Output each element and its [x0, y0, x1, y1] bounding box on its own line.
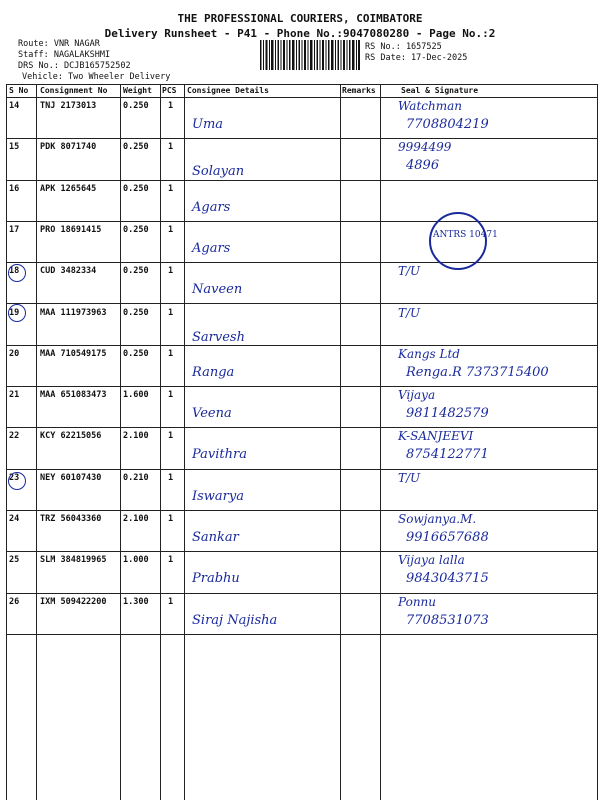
consignee-handwriting: Pavithra: [192, 447, 247, 463]
consignment-number: IXM 509422200: [40, 596, 107, 607]
signature-phone-handwriting: 9843043715: [406, 571, 489, 587]
consignee-handwriting: Uma: [192, 117, 224, 132]
signature-handwriting: T/U: [398, 305, 421, 320]
consignee-handwriting: Ranga: [192, 364, 235, 380]
drs-number: DRS No.: DCJB165752502: [18, 61, 131, 71]
consignment-number: MAA 651083473: [40, 390, 107, 401]
consignee-handwriting: Sarvesh: [192, 329, 245, 345]
pcs-value: 1: [168, 183, 174, 194]
column-header-pcs: PCS: [162, 86, 177, 95]
column-header-sno: S No: [9, 86, 29, 95]
consignee-handwriting: Sankar: [192, 530, 239, 545]
barcode-image: [260, 40, 360, 70]
consignment-number: MAA 710549175: [40, 348, 107, 359]
column-header-consignment: Consignment No: [40, 86, 108, 95]
signature-handwriting: 9994499: [398, 140, 452, 155]
column-header-consignee: Consignee Details: [187, 86, 269, 95]
column-header-seal: Seal & Signature: [401, 86, 479, 95]
rs-number: RS No.: 1657525: [365, 42, 442, 52]
pcs-value: 1: [168, 266, 174, 277]
table-row: [6, 97, 598, 138]
weight-value: 0.250: [123, 266, 149, 277]
row-sno: 16: [9, 183, 20, 194]
consignee-handwriting: Siraj Najisha: [192, 612, 278, 628]
row-sno: 14: [9, 101, 20, 111]
consignment-number: APK 1265645: [40, 183, 97, 194]
weight-value: 1.000: [123, 555, 149, 566]
signature-phone-handwriting: 7708531073: [406, 612, 489, 628]
table-row: [6, 345, 598, 386]
vehicle-label: Vehicle: Two Wheeler Delivery: [22, 72, 171, 82]
signature-handwriting: Kangs Ltd: [398, 346, 460, 361]
pcs-value: 1: [168, 514, 174, 524]
weight-value: 0.250: [123, 101, 149, 111]
row-sno: 19: [9, 307, 20, 318]
signature-handwriting: K-SANJEEVI: [398, 429, 474, 444]
document-subtitle: Delivery Runsheet - P41 - Phone No.:9047080280 - Page No.:2: [104, 27, 496, 40]
consignee-handwriting: Veena: [192, 406, 232, 422]
table-row: [6, 427, 598, 468]
table-row: [6, 510, 598, 551]
pcs-value: 1: [168, 101, 174, 111]
row-check-mark: [8, 304, 26, 322]
row-check-mark: [8, 264, 26, 282]
weight-value: 0.250: [123, 224, 149, 235]
consignment-number: CUD 3482334: [40, 266, 97, 277]
pcs-value: 1: [168, 348, 174, 359]
weight-value: 1.600: [123, 390, 149, 401]
consignee-handwriting: Agars: [192, 240, 231, 256]
signature-phone-handwriting: Renga.R 7373715400: [406, 364, 549, 380]
pcs-value: 1: [168, 472, 174, 483]
signature-handwriting: T/U: [398, 264, 421, 279]
signature-handwriting: Watchman: [398, 99, 462, 113]
row-border: [6, 634, 598, 635]
pcs-value: 1: [168, 390, 174, 401]
pcs-value: 1: [168, 142, 174, 153]
consignment-number: PDK 8071740: [40, 142, 97, 153]
signature-handwriting: Vijaya lalla: [398, 553, 465, 568]
consignee-handwriting: Agars: [192, 199, 231, 215]
signature-phone-handwriting: 8754122771: [406, 447, 489, 463]
row-sno: 22: [9, 431, 20, 442]
row-sno: 26: [9, 596, 20, 607]
table-row: [6, 593, 598, 634]
pcs-value: 1: [168, 307, 174, 318]
rs-date: RS Date: 17-Dec-2025: [365, 53, 468, 63]
round-seal-stamp: [429, 212, 487, 270]
row-check-mark: [8, 472, 26, 490]
consignment-number: SLM 384819965: [40, 555, 107, 566]
pcs-value: 1: [168, 555, 174, 566]
weight-value: 0.210: [123, 472, 149, 483]
seal-stamp-text: ANTRS 10471: [433, 230, 498, 240]
table-row: [6, 551, 598, 592]
column-header-weight: Weight: [123, 86, 152, 95]
column-header-remarks: Remarks: [342, 86, 376, 95]
table-row: [6, 304, 598, 345]
weight-value: 2.100: [123, 514, 149, 524]
weight-value: 0.250: [123, 348, 149, 359]
consignee-handwriting: Solayan: [192, 164, 245, 180]
weight-value: 0.250: [123, 307, 149, 318]
signature-phone-handwriting: 9811482579: [406, 406, 489, 422]
signature-phone-handwriting: 4896: [406, 158, 440, 174]
row-sno: 25: [9, 555, 20, 566]
signature-handwriting: Vijaya: [398, 388, 436, 403]
row-sno: 23: [9, 472, 20, 483]
signature-phone-handwriting: 7708804219: [406, 117, 489, 132]
signature-handwriting: Sowjanya.M.: [398, 512, 477, 526]
signature-phone-handwriting: 9916657688: [406, 530, 489, 545]
table-row: [6, 386, 598, 427]
pcs-value: 1: [168, 431, 174, 442]
consignment-number: PRO 18691415: [40, 224, 102, 235]
table-row: [6, 138, 598, 179]
document-title: THE PROFESSIONAL COURIERS, COIMBATORE: [177, 12, 423, 25]
row-sno: 18: [9, 266, 20, 277]
signature-handwriting: Ponnu: [398, 594, 436, 609]
table-top-border: [6, 84, 598, 85]
weight-value: 2.100: [123, 431, 149, 442]
consignment-number: TNJ 2173013: [40, 101, 97, 111]
table-row: [6, 262, 598, 303]
weight-value: 0.250: [123, 183, 149, 194]
row-sno: 15: [9, 142, 20, 153]
consignment-number: MAA 111973963: [40, 307, 107, 318]
row-sno: 24: [9, 514, 20, 524]
consignee-handwriting: Prabhu: [192, 571, 240, 587]
runsheet-table: [6, 84, 598, 800]
weight-value: 0.250: [123, 142, 149, 153]
consignee-handwriting: Iswarya: [192, 488, 244, 504]
table-row: [6, 221, 598, 262]
row-sno: 21: [9, 390, 20, 401]
route-label: Route: VNR NAGAR: [18, 39, 100, 49]
signature-handwriting: T/U: [398, 470, 421, 485]
pcs-value: 1: [168, 224, 174, 235]
row-sno: 20: [9, 348, 20, 359]
weight-value: 1.300: [123, 596, 149, 607]
pcs-value: 1: [168, 596, 174, 607]
consignment-number: KCY 62215056: [40, 431, 102, 442]
consignment-number: TRZ 56043360: [40, 514, 102, 524]
staff-label: Staff: NAGALAKSHMI: [18, 50, 111, 60]
row-sno: 17: [9, 224, 20, 235]
consignment-number: NEY 60107430: [40, 472, 102, 483]
consignee-handwriting: Naveen: [192, 282, 243, 298]
table-row: [6, 469, 598, 510]
table-row: [6, 180, 598, 221]
